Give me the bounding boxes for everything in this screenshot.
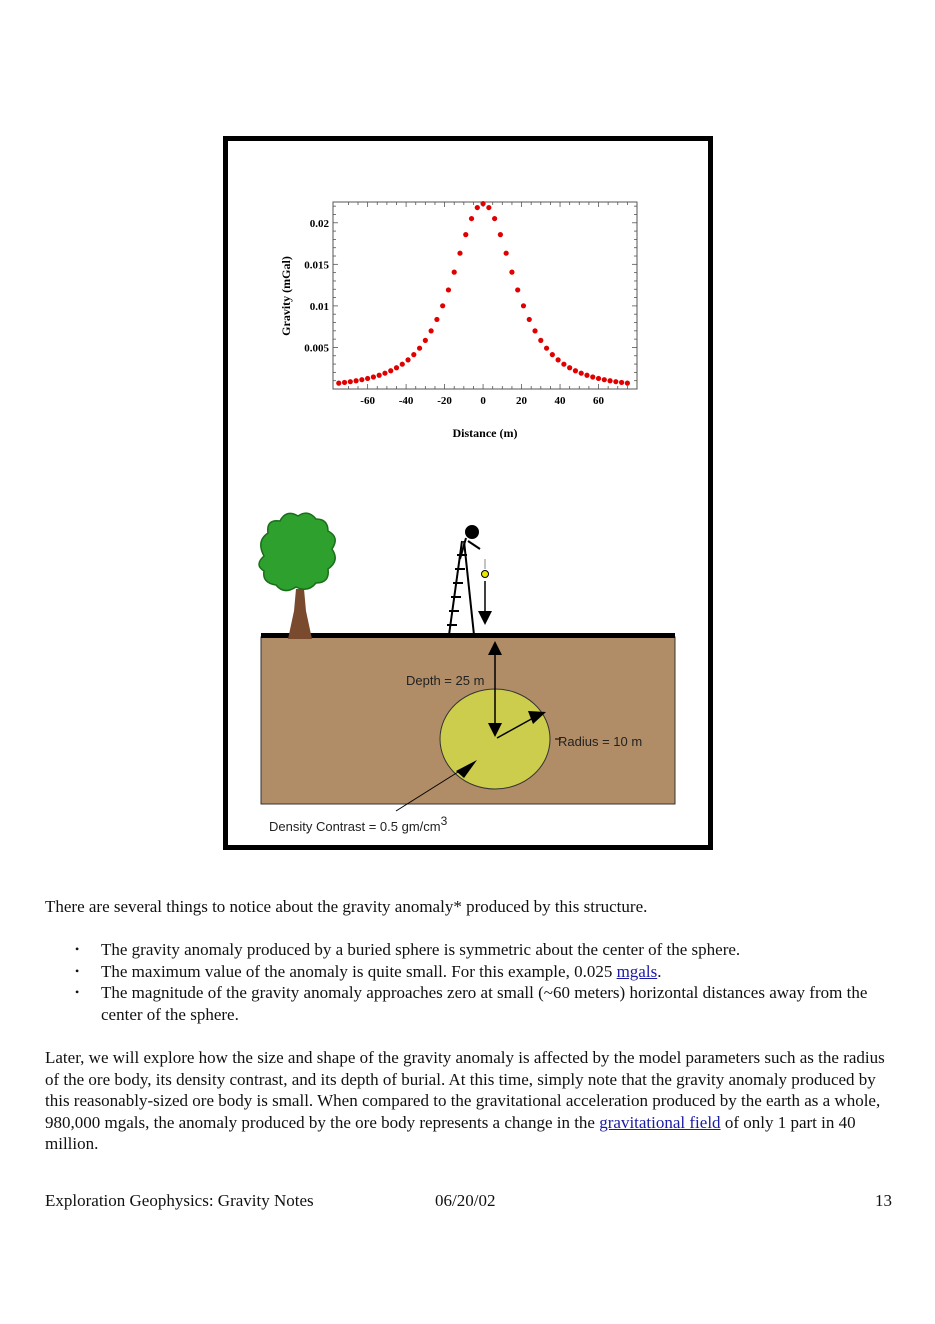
tree-canopy [259,513,335,590]
closing-text-start: Later, we will explore how the size and shape of the gravity anomaly is affected by the model parameters such as the radius of the ore body, its density contrast, and its depth of burial. At this time, simply note that the gravity anomaly produced by this reasonably-sized ore body is small. When compared to the gravitational acceleration produced by the earth as a whole, 980,000 mgals, the anomaly produced by the ore body represents a change in the [45,1048,885,1132]
figure-frame [223,136,713,850]
data-point [475,205,480,210]
x-tick-label: -40 [398,395,414,407]
x-tick-label: 60 [593,395,605,407]
list-item-text: The gravity anomaly produced by a buried sphere is symmetric about the center of the sphere. [101,940,741,959]
data-point [607,378,612,383]
data-point [556,357,561,362]
list-item-text: The magnitude of the gravity anomaly approaches zero at small (~60 meters) horizontal distances away from the center of the sphere. [101,983,868,1024]
data-point [457,251,462,256]
density-label: Density Contrast = 0.5 gm/cm [269,819,441,834]
data-point [469,216,474,221]
data-point [353,378,358,383]
x-tick-label: 0 [480,395,486,407]
tree-trunk [288,589,312,639]
tree-icon [259,513,335,639]
plot-frame [333,202,637,389]
radius-label: Radius = 10 m [558,734,643,749]
data-point [382,371,387,376]
list-item-text: The maximum value of the anomaly is quite small. For this example, 0.025 [101,961,617,981]
intro-paragraph: There are several things to notice about the gravity anomaly* produced by this structure. [45,897,648,916]
data-point [486,205,491,210]
gravity-chart [279,201,637,440]
data-point [579,371,584,376]
closing-text-end: of only 1 part in 40 million. [45,1112,856,1153]
data-points [336,201,630,386]
y-tick-label: 0.01 [309,300,329,313]
data-point [429,328,434,333]
data-point [417,346,422,351]
data-point [567,365,572,370]
data-point [521,303,526,308]
ground-surface-line [261,633,675,638]
sphere-diagram [259,513,675,834]
data-point [561,362,566,367]
data-point [550,352,555,357]
data-point [527,317,532,322]
data-point [504,251,509,256]
data-point [590,374,595,379]
data-point [405,357,410,362]
data-point [446,287,451,292]
bullet-icon: • [75,942,80,956]
data-point [400,362,405,367]
bullet-icon: • [75,963,80,978]
bullet-icon: • [75,985,80,999]
data-point [463,232,468,237]
data-point [452,270,457,275]
data-point [613,379,618,384]
data-point [492,216,497,221]
data-point [532,328,537,333]
footer-title: Exploration Geophysics: Gravity Notes [45,1191,314,1210]
footer-date: 06/20/02 [435,1191,496,1210]
data-point [371,374,376,379]
x-tick-label: 20 [516,395,528,407]
data-point [336,381,341,386]
density-label-group [269,814,448,834]
data-point [596,376,601,381]
data-point [388,368,393,373]
observation-list [45,939,895,1025]
data-point [602,377,607,382]
data-point [359,377,364,382]
data-point [348,379,353,384]
y-axis-label: Gravity (mGal) [279,256,293,336]
x-tick-label: -20 [437,395,452,407]
mgals-link[interactable]: mgals [616,961,658,981]
figure-svg [228,141,708,845]
x-tick-label: -60 [360,395,375,407]
data-point [377,373,382,378]
x-axis-label: Distance (m) [452,426,518,440]
y-tick-label: 0.015 [304,259,329,272]
data-point [365,376,370,381]
density-superscript: 3 [440,814,448,828]
data-point [394,365,399,370]
data-point [423,338,428,343]
y-axis-ticks [304,206,637,381]
y-tick-label: 0.02 [309,217,329,230]
data-point [538,338,543,343]
list-item-text-end: . [657,961,662,981]
depth-label: Depth = 25 m [406,673,485,688]
data-point [434,317,439,322]
data-point [625,381,630,386]
data-point [584,373,589,378]
data-point [411,352,416,357]
falling-mass-icon [478,559,492,625]
list-item [45,939,895,961]
list-item [45,961,895,983]
y-tick-label: 0.005 [304,342,329,355]
data-point [509,270,514,275]
gravitational-field-link[interactable]: gravitational field [599,1112,721,1132]
data-point [480,201,485,206]
x-tick-label: 40 [554,395,566,407]
data-point [619,380,624,385]
data-point [342,380,347,385]
page-number: 13 [875,1191,892,1210]
surveyor-on-ladder-icon [447,526,480,635]
data-point [440,303,445,308]
data-point [544,346,549,351]
list-item [45,982,895,1025]
data-point [498,232,503,237]
data-point [573,368,578,373]
closing-paragraph [45,1047,895,1155]
data-point [515,287,520,292]
